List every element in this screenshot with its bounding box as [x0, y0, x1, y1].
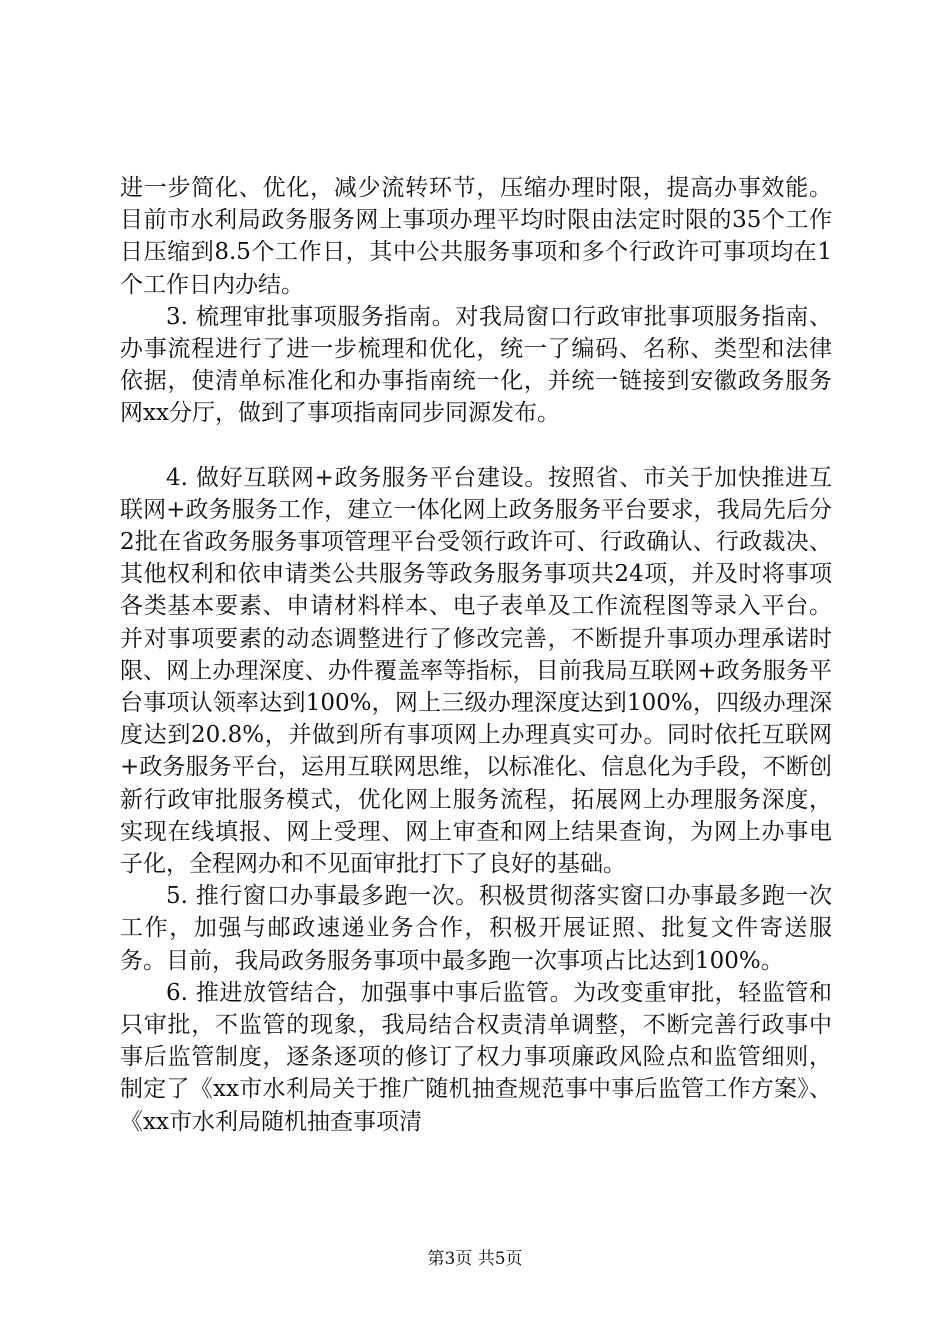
- paragraph-item-3: 3. 梳理审批事项服务指南。对我局窗口行政审批事项服务指南、办事流程进行了进一步梳理和优化，统一了编码、名称、类型和法律依据，使清单标准化和办事指南统一化，并统一链接到安徽政务服务网xx分厅，做到了事项指南同步同源发布。: [120, 303, 832, 427]
- paragraph-continuation: 进一步简化、优化，减少流转环节，压缩办理时限，提高办事效能。目前市水利局政务服务网上事项办理平均时限由法定时限的35个工作日压缩到8.5个工作日，其中公共服务事项和多个行政许可事项均在1个工作日内办结。: [120, 175, 832, 298]
- paragraph-item-4: 4. 做好互联网+政务服务平台建设。按照省、市关于加快推进互联网+政务服务工作，建立一体化网上政务服务平台要求，我局先后分2批在省政务服务事项管理平台受领行政许可、行政确认、行政裁决、其他权利和依申请类公共服务等政务服务事项共24项，并及时将事项各类基本要素、申请材料样本、电子表单及工作流程图等录入平台。并对事项要素的动态调整进行了修改完善，不断提升事项办理承诺时限、网上办理深度、办件覆盖率等指标，目前我局互联网+政务服务平台事项认领率达到100%，网上三级办理深度达到100%，四级办理深度达到20.8%，并做到所有事项网上办理真实可办。同时依托互联网+政务服务平台，运用互联网思维，以标准化、信息化为手段，不断创新行政审批服务模式，优化网上服务流程，拓展网上办理服务深度，实现在线填报、网上受理、网上审查和网上结果查询，为网上办事电子化，全程网办和不见面审批打下了良好的基础。: [120, 464, 832, 878]
- page-footer: 第3页 共5页: [427, 1249, 523, 1269]
- paragraph-item-5: 5. 推行窗口办事最多跑一次。积极贯彻落实窗口办事最多跑一次工作，加强与邮政速递业务合作，积极开展证照、批复文件寄送服务。目前，我局政务服务事项中最多跑一次事项占比达到100%。: [120, 883, 832, 974]
- paragraph-item-6: 6. 推进放管结合，加强事中事后监管。为改变重审批，轻监管和只审批，不监管的现象，我局结合权责清单调整，不断完善行政事中事后监管制度，逐条逐项的修订了权力事项廉政风险点和监管细则，制定了《xx市水利局关于推广随机抽查规范事中事后监管工作方案》、《xx市水利局随机抽查事项清: [120, 979, 832, 1135]
- document-body: [120, 172, 832, 1138]
